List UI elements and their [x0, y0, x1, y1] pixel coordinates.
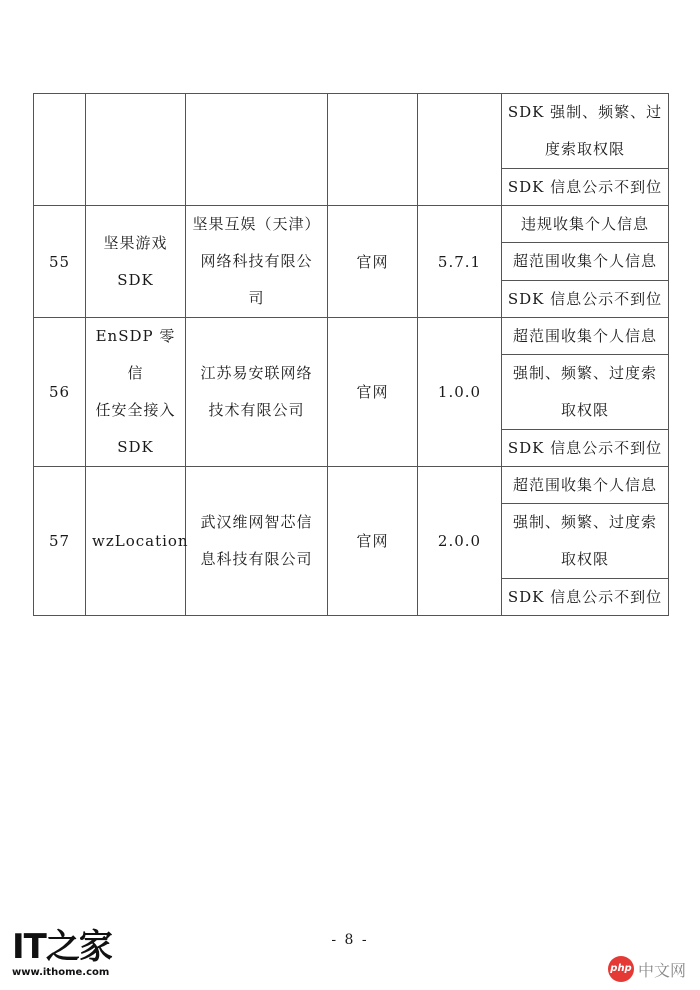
issue-line: SDK 信息公示不到位 [507, 289, 663, 308]
issue-cell [502, 467, 669, 504]
table-row [34, 94, 669, 169]
sdk-violation-table [33, 93, 669, 616]
php-badge-icon: php [608, 956, 634, 982]
sdk-source-cell: 官网 [328, 206, 418, 318]
sdk-company-line: 坚果互娱（天津） [192, 215, 321, 233]
sdk-company-line: 武汉维网智芯信 [200, 513, 313, 531]
sdk-source-cell: 官网 [328, 318, 418, 467]
issue-line: 取权限 [560, 550, 609, 568]
sdk-company-line: 息科技有限公司 [200, 550, 313, 568]
issue-line: 强制、频繁、过度索 [512, 364, 657, 382]
issue-line: 违规收集个人信息 [520, 215, 649, 234]
issue-cell [502, 206, 669, 243]
ithome-logo-url: www.ithome.com [12, 967, 110, 978]
sdk-company-line: 网络科技有限公 [200, 252, 313, 270]
issue-cell [502, 504, 669, 579]
sdk-company-cell [186, 318, 328, 467]
sdk-name-cell [86, 94, 186, 206]
sdk-name-cell [86, 467, 189, 616]
issue-cell [502, 355, 669, 430]
sdk-version-cell [418, 94, 502, 206]
page-number: - 8 - [331, 932, 369, 948]
sdk-company-cell [186, 94, 328, 206]
issue-line: 度索取权限 [544, 140, 625, 158]
issue-cell [502, 430, 669, 467]
sdk-name-cell [86, 206, 186, 318]
sdk-name-cell [86, 318, 186, 467]
sdk-company-line: 司 [248, 289, 265, 307]
issue-line: SDK 信息公示不到位 [507, 178, 663, 196]
issue-cell [502, 280, 669, 317]
php-logo-text: 中文网 [638, 961, 687, 980]
sdk-company-line: 技术有限公司 [208, 401, 305, 419]
issue-line: 超范围收集个人信息 [512, 327, 657, 345]
sdk-name-line: 坚果游戏 [103, 233, 168, 252]
sdk-version-cell: 1.0.0 [418, 318, 502, 467]
sdk-company-cell [186, 206, 328, 318]
issue-line: 强制、频繁、过度索 [512, 513, 657, 531]
issue-cell [502, 318, 669, 355]
sdk-name-line: wzLocation [92, 531, 189, 550]
issue-cell [502, 169, 669, 206]
issue-line: SDK 信息公示不到位 [507, 588, 663, 606]
sdk-name-line: SDK [117, 270, 154, 289]
ithome-watermark-logo [12, 927, 117, 982]
issue-cell [502, 579, 669, 616]
issue-line: 超范围收集个人信息 [512, 476, 657, 494]
issue-line: 超范围收集个人信息 [512, 252, 657, 271]
table-row [34, 318, 669, 355]
issue-line: SDK 信息公示不到位 [507, 439, 663, 457]
issue-line: 取权限 [560, 401, 609, 419]
sdk-source-cell: 官网 [328, 467, 418, 616]
ithome-logo-mark: IT之家 [12, 927, 112, 967]
sdk-company-cell [186, 467, 328, 616]
sdk-name-line: SDK [117, 438, 154, 456]
sdk-index-cell [34, 94, 86, 206]
sdk-source-cell [328, 94, 418, 206]
issue-cell [502, 243, 669, 280]
issue-line: SDK 强制、频繁、过 [507, 103, 663, 121]
issue-cell [502, 94, 669, 169]
sdk-name-line: 任安全接入 [95, 401, 176, 419]
sdk-name-line: EnSDP 零信 [95, 327, 176, 382]
sdk-version-cell: 2.0.0 [418, 467, 502, 616]
table-row [34, 467, 669, 504]
sdk-index-cell: 56 [34, 318, 86, 467]
table-body [34, 94, 669, 616]
sdk-index-cell: 55 [34, 206, 86, 318]
sdk-version-cell: 5.7.1 [418, 206, 502, 318]
sdk-index-cell: 57 [34, 467, 86, 616]
sdk-company-line: 江苏易安联网络 [200, 364, 313, 382]
php-watermark-logo [608, 952, 698, 986]
table-row [34, 206, 669, 243]
